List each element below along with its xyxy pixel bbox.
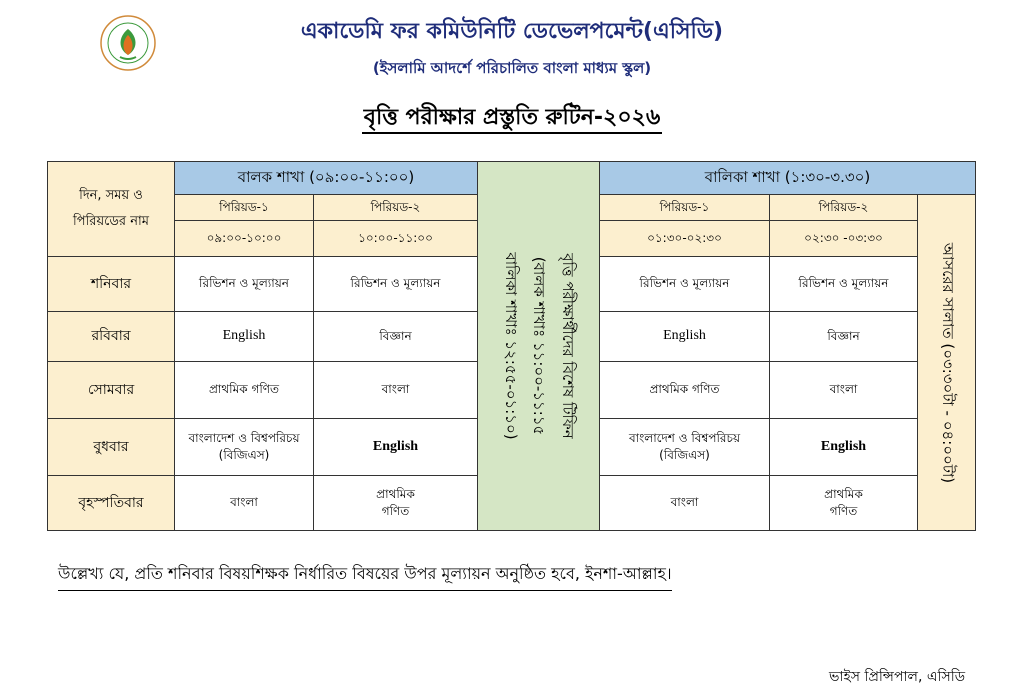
- girls-section-header: বালিকা শাখা (১:৩০-৩.৩০): [600, 162, 976, 195]
- girls-period1-time: ০১:৩০-০২:৩০: [600, 221, 770, 257]
- routine-table: [47, 161, 976, 531]
- girls-p1-subject: রিভিশন ও মূল্যায়ন: [600, 257, 770, 312]
- boys-p2-subject: English: [314, 419, 478, 476]
- boys-p1-subject: রিভিশন ও মূল্যায়ন: [175, 257, 314, 312]
- girls-p1-subject: বাংলা: [600, 476, 770, 531]
- boys-p1-subject: English: [175, 312, 314, 362]
- boys-p2-subject: রিভিশন ও মূল্যায়ন: [314, 257, 478, 312]
- boys-p2-subject: বাংলা: [314, 362, 478, 419]
- girls-p1-subject: [600, 419, 770, 476]
- day-cell: শনিবার: [48, 257, 175, 312]
- routine-title-text: বৃত্তি পরীক্ষার প্রস্তুতি রুটিন-২০২৬: [362, 105, 663, 134]
- girls-p2-subject: রিভিশন ও মূল্যায়ন: [770, 257, 918, 312]
- boys-period2-label: পিরিয়ড-২: [314, 195, 478, 221]
- tiffin-cell: [478, 162, 600, 531]
- girls-p1-subject: English: [600, 312, 770, 362]
- girls-period2-time: ০২:৩০ -০৩:৩০: [770, 221, 918, 257]
- boys-p1-subject: বাংলা: [175, 476, 314, 531]
- evaluation-note: উল্লেখ্য যে, প্রতি শনিবার বিষয়শিক্ষক নির্ধারিত বিষয়ের উপর মূল্যায়ন অনুষ্ঠিত হবে, ইনশা-আল্লাহ।: [58, 561, 672, 591]
- boys-p1-subject-line2: (বিজিএস): [218, 448, 270, 462]
- boys-period1-label: পিরিয়ড-১: [175, 195, 314, 221]
- day-cell: সোমবার: [48, 362, 175, 419]
- day-cell: বৃহস্পতিবার: [48, 476, 175, 531]
- girls-p2-subject-line2: গণিত: [829, 504, 858, 518]
- boys-period1-time: ০৯:০০-১০:০০: [175, 221, 314, 257]
- girls-p2-subject: [770, 476, 918, 531]
- corner-header-text: দিন, সময় ও পিরিয়ডের নাম: [73, 188, 149, 229]
- girls-p2-subject: বাংলা: [770, 362, 918, 419]
- boys-p2-subject-line2: গণিত: [381, 504, 410, 518]
- day-cell: রবিবার: [48, 312, 175, 362]
- tiffin-line-3: বালিকা শাখাঃ ১২:৫৫-০১:১০): [501, 252, 520, 440]
- boys-p1-subject-line1: বাংলাদেশ ও বিশ্বপরিচয়: [188, 430, 300, 445]
- day-cell: বুধবার: [48, 419, 175, 476]
- tiffin-line-2: (বালক শাখাঃ ১১:০০-১১:১৫: [529, 256, 548, 436]
- girls-p2-subject: English: [770, 419, 918, 476]
- signature: ভাইস প্রিন্সিপাল, এসিডি: [829, 669, 966, 685]
- asr-prayer-text: আসরের সালাত (০৩:৩০টা - ০৪:০০টা): [938, 242, 957, 483]
- boys-p1-subject: প্রাথমিক গণিত: [175, 362, 314, 419]
- boys-p2-subject-line1: প্রাথমিক: [376, 486, 415, 501]
- boys-p1-subject: [175, 419, 314, 476]
- organization-tagline: (ইসলামি আদর্শে পরিচালিত বাংলা মাধ্যম স্কুল): [372, 59, 652, 77]
- routine-title: [0, 100, 1024, 137]
- girls-period2-label: পিরিয়ড-২: [770, 195, 918, 221]
- boys-period2-time: ১০:০০-১১:০০: [314, 221, 478, 257]
- girls-p2-subject: বিজ্ঞান: [770, 312, 918, 362]
- boys-p2-subject: [314, 476, 478, 531]
- tiffin-line-1: বৃত্তি পরীক্ষার্থীদের বিশেষ টিফিন: [558, 253, 577, 439]
- girls-period1-label: পিরিয়ড-১: [600, 195, 770, 221]
- girls-p2-subject-line1: প্রাথমিক: [824, 486, 863, 501]
- boys-p2-subject: বিজ্ঞান: [314, 312, 478, 362]
- girls-p1-subject: প্রাথমিক গণিত: [600, 362, 770, 419]
- tiffin-text: [496, 252, 582, 439]
- girls-p1-subject-line1: বাংলাদেশ ও বিশ্বপরিচয়: [628, 430, 741, 445]
- organization-name: একাডেমি ফর কমিউনিটি ডেভেলপমেন্ট(এসিডি): [300, 19, 724, 44]
- girls-p1-subject-line2: (বিজিএস): [659, 448, 710, 462]
- asr-prayer-cell: [918, 195, 976, 531]
- corner-header-cell: [48, 162, 175, 257]
- boys-section-header: বালক শাখা (০৯:০০-১১:০০): [175, 162, 478, 195]
